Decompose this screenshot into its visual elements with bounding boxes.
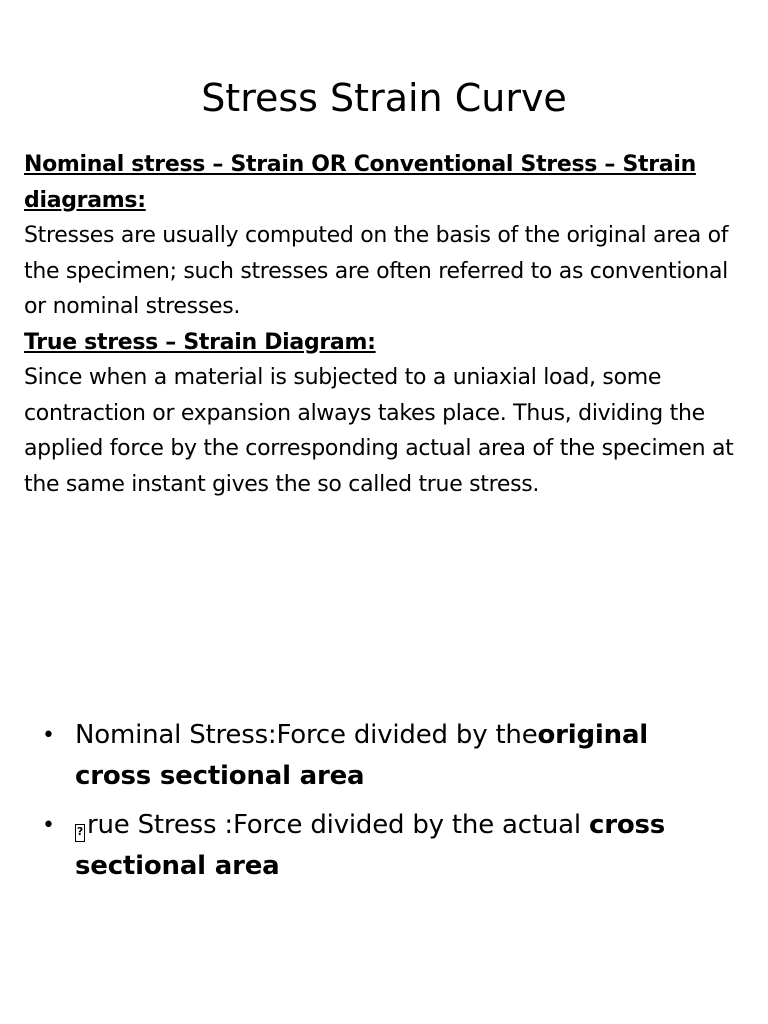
bullet-marker: • (42, 723, 55, 748)
bullet-marker: • (42, 813, 55, 838)
slide-title: Stress Strain Curve (201, 76, 567, 120)
bullet-text-nominal: Nominal Stress:Force divided by the (75, 720, 538, 750)
missing-glyph-icon: ? (75, 824, 85, 842)
bullet-item-nominal (42, 715, 732, 797)
bullet-bold-true: cross sectional area (75, 810, 666, 881)
bullet-list (42, 715, 732, 895)
bullet-item-true (42, 805, 732, 887)
section-body-true: Since when a material is subjected to a uniaxial load, some contraction or expansion always takes place. Thus, dividing the applied force by the corresponding actual area of the specimen at the same instant gives the so called true stress. (24, 365, 734, 497)
section-heading-true: True stress – Strain Diagram: (24, 329, 376, 355)
slide-body (24, 147, 746, 502)
section-heading-nominal: Nominal stress – Strain OR Conventional Stress – Strain diagrams: (24, 152, 696, 213)
bullet-bold-nominal: original cross sectional area (75, 720, 649, 791)
section-body-nominal: Stresses are usually computed on the basis of the original area of the specimen; such stresses are often referred to as conventional or nominal stresses. (24, 223, 729, 319)
bullet-text-true: rue Stress :Force divided by the actual (87, 810, 589, 840)
